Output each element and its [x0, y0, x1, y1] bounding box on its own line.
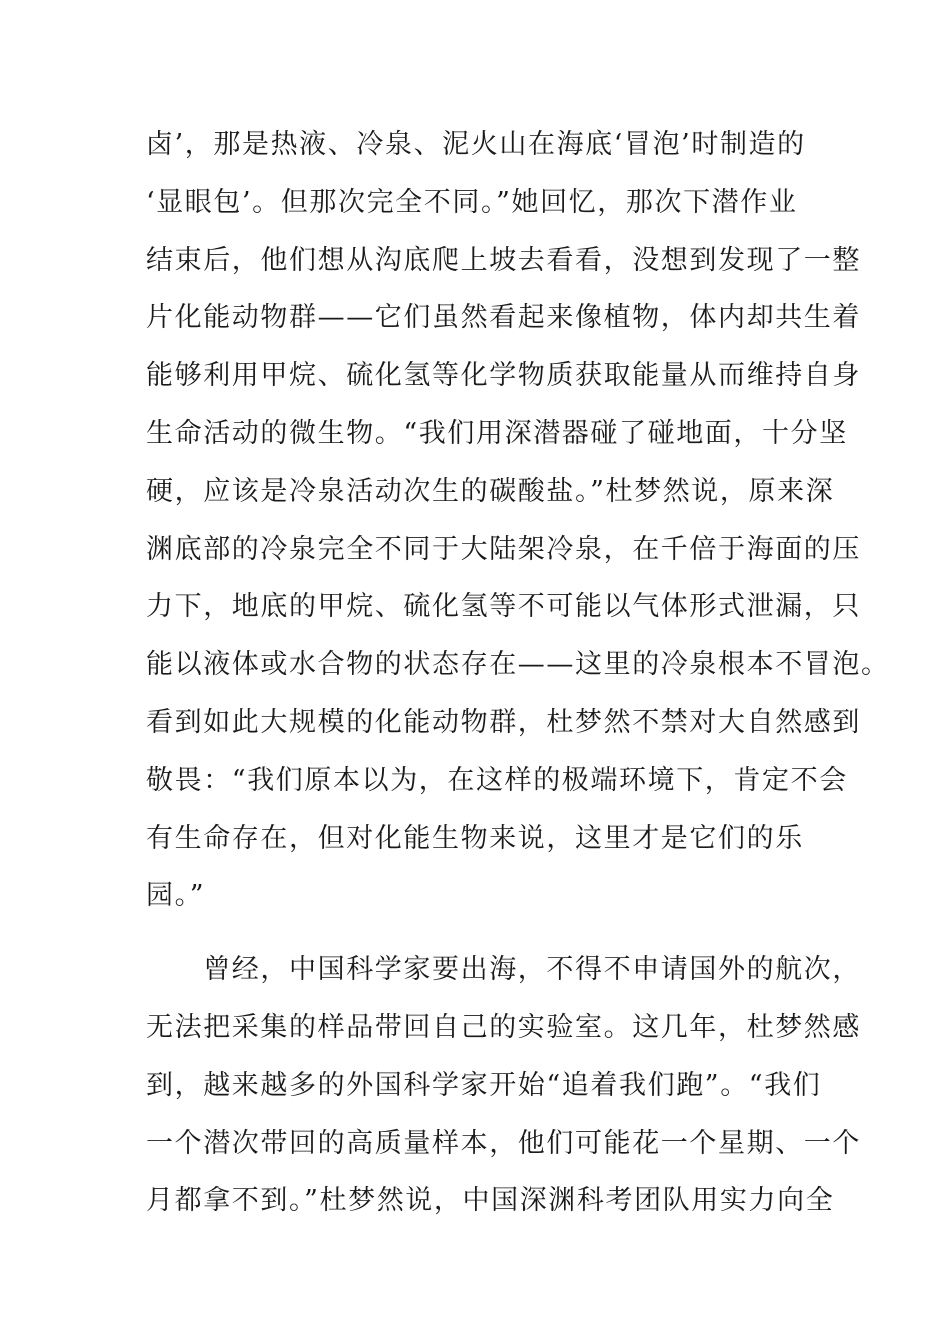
- text-line: 生命活动的微生物。“我们用深潜器碰了碰地面，十分坚: [146, 417, 848, 449]
- text-line: 看到如此大规模的化能动物群，杜梦然不禁对大自然感到: [146, 706, 861, 738]
- text-line: 月都拿不到。”杜梦然说，中国深渊科考团队用实力向全: [146, 1185, 835, 1217]
- text-line: 结束后，他们想从沟底爬上坡去看看，没想到发现了一整: [146, 244, 861, 276]
- text-line: 硬，应该是冷泉活动次生的碳酸盐。”杜梦然说，原来深: [146, 475, 835, 507]
- paragraph-1: [146, 116, 890, 925]
- text-line: 能以液体或水合物的状态存在——这里的冷泉根本不冒泡。: [146, 649, 890, 681]
- text-line: 到，越来越多的外国科学家开始“追着我们跑”。“我们: [146, 1069, 822, 1101]
- text-line: 卤’，那是热液、冷泉、泥火山在海底‘冒泡’时制造的: [146, 129, 806, 160]
- text-line: 有生命存在，但对化能生物来说，这里才是它们的乐: [146, 822, 804, 854]
- text-line: 一个潜次带回的高质量样本，他们可能花一个星期、一个: [146, 1127, 861, 1159]
- paragraph-spacer: [146, 925, 806, 941]
- article-body: [146, 116, 890, 1230]
- text-line: 能够利用甲烷、硫化氢等化学物质获取能量从而维持自身: [146, 360, 861, 392]
- text-line: 力下，地底的甲烷、硫化氢等不可能以气体形式泄漏，只: [146, 591, 861, 623]
- text-line: 渊底部的冷泉完全不同于大陆架冷泉，在千倍于海面的压: [146, 533, 861, 565]
- text-line: 园。”: [146, 880, 206, 912]
- paragraph-2: [146, 941, 861, 1230]
- text-line: 敬畏：“我们原本以为，在这样的极端环境下，肯定不会: [146, 764, 848, 796]
- text-line: 曾经，中国科学家要出海，不得不申请国外的航次，: [146, 954, 861, 986]
- text-line: 片化能动物群——它们虽然看起来像植物，体内却共生着: [146, 302, 861, 334]
- text-line: 无法把采集的样品带回自己的实验室。这几年，杜梦然感: [146, 1011, 861, 1043]
- text-line: ‘显眼包’。但那次完全不同。”她回忆，那次下潜作业: [146, 186, 798, 218]
